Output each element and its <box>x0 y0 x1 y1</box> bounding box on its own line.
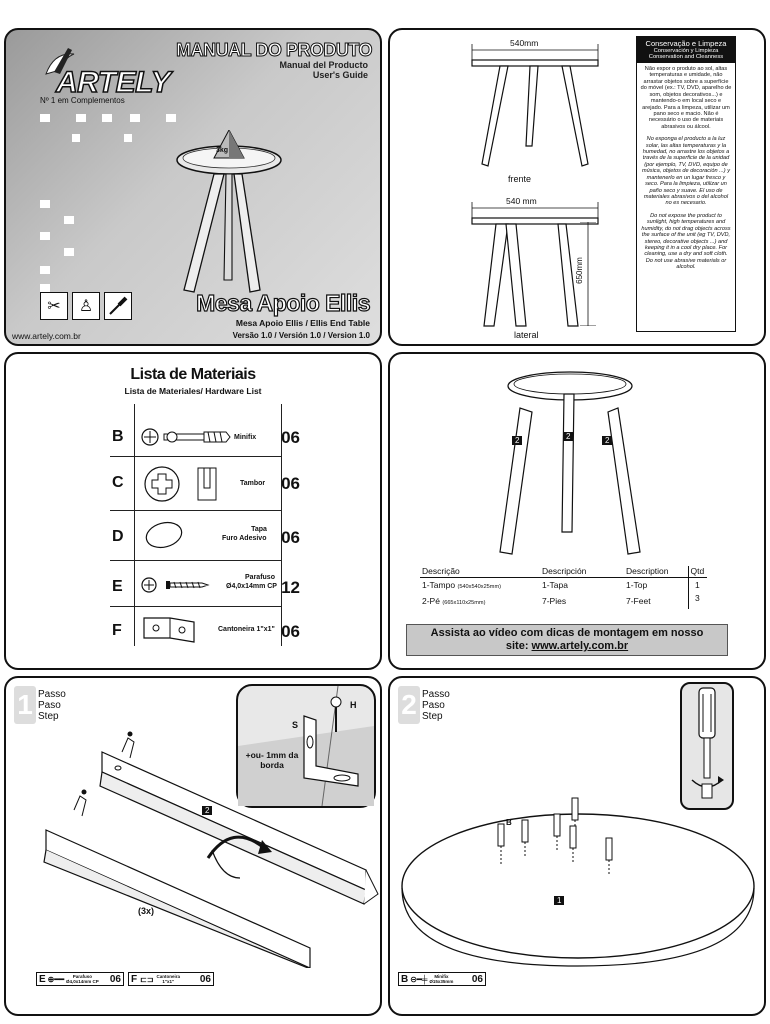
legend-e <box>36 972 124 986</box>
step1-word-pt: Passo <box>38 688 66 700</box>
part-label: 2 <box>202 806 212 815</box>
legend-f-qty: 06 <box>199 973 211 985</box>
part-label-center: 2 <box>563 432 573 441</box>
table-illustration <box>166 130 296 302</box>
weight-label: 3kg <box>216 147 229 154</box>
step1-illustration <box>26 718 382 968</box>
bracket-icon <box>140 612 200 651</box>
hw-qty-d: 06 <box>281 528 300 547</box>
tapa-icon <box>144 520 184 555</box>
front-width: 540mm <box>510 38 539 48</box>
legend-f-text1: Cantoneira <box>156 974 181 979</box>
screw-icon <box>140 576 210 599</box>
row-1-dim: (540x540x25mm) <box>457 584 501 590</box>
care-header <box>637 37 735 63</box>
step2-badge <box>398 686 450 724</box>
hw-letter-c: C <box>112 474 124 491</box>
multiplier: (3x) <box>138 906 155 916</box>
brand-tagline: Nº 1 em Complementos <box>40 96 125 105</box>
side-width: 540 mm <box>506 196 537 206</box>
brand-logo <box>34 44 171 108</box>
header-desc-en: Description <box>624 566 688 578</box>
video-link[interactable]: www.artely.com.br <box>531 640 629 652</box>
legend-b-text2: Ø15x35mm <box>429 979 454 984</box>
hw-qty-c: 06 <box>281 474 300 493</box>
hw-name-e-1: Parafuso <box>245 574 275 581</box>
step1-word-en: Step <box>38 710 59 722</box>
legend-f-text2: 1"x1" <box>162 979 175 984</box>
manual-subtitle-en: User's Guide <box>312 70 368 80</box>
row-1-en: 1-Top <box>626 580 648 590</box>
step2-word-es: Paso <box>422 699 445 711</box>
video-prefix: site: <box>505 640 532 652</box>
row-2-pt: 2-Pé <box>422 595 440 606</box>
screwdriver-icon <box>104 292 132 320</box>
cover-panel <box>4 28 382 346</box>
legend-f <box>128 972 214 986</box>
row-2-es: 7-Pies <box>542 595 567 606</box>
care-subtitle-en: Conservation and Cleanness <box>648 54 724 60</box>
hw-name-e-2: Ø4,0x14mm CP <box>226 583 277 590</box>
screw-label: B <box>506 818 512 827</box>
step2-number: 2 <box>398 686 420 724</box>
header-qty: Qtd <box>688 566 707 578</box>
hw-qty-b: 06 <box>281 428 300 447</box>
step2-word-pt: Passo <box>422 688 450 700</box>
legend-b-text1: Minifix <box>434 974 449 979</box>
hw-name-f: Cantoneira 1"x1" <box>218 626 275 633</box>
website: www.artely.com.br <box>12 331 81 341</box>
hw-letter-b: B <box>112 428 124 445</box>
manual-title: MANUAL DO PRODUTO <box>176 40 372 60</box>
legend-b <box>398 972 486 986</box>
tool-icons <box>40 292 132 320</box>
detail-h-label: H <box>350 700 357 710</box>
legend-b-letter: B <box>401 973 409 985</box>
step2-illustration <box>398 796 758 996</box>
table-row <box>420 591 707 609</box>
manual-subtitle-es: Manual del Producto <box>279 60 368 70</box>
row-1-es: 1-Tapa <box>542 580 568 590</box>
parts-table <box>420 566 707 609</box>
screw-icon: ⊕━━ <box>47 974 65 984</box>
minifix-icon: ⊝━╪ <box>410 974 428 984</box>
bracket-icon: ⊏⊐ <box>140 974 154 984</box>
video-banner <box>406 624 728 656</box>
care-text-pt: Não expor o produto ao sol, altas temperaturas e umidade, não arrastar objetos sobre a superfície do móvel (ex.: TV, DVD, aparelho de som, objetos decorativos...) e mantendo-o em local seco e arejado. Para a limpeza, utilizar um pano seco e macio. Não é necessário o uso de materiais abrasivos ou álcool. <box>640 66 732 130</box>
table-row <box>420 578 707 592</box>
screwdriver-callout <box>680 682 734 810</box>
care-text-en: Do not expose the product to sunlight, high temperatures and humidity, do not drag objects across the surface of the unit (eg TV, DVD, stereo, decorative objects ...) and keeping it in a cool dry place. For cleaning, use a dry and soft cloth. Do not use abrasive materials or alcohol. <box>641 212 731 271</box>
detail-note: +ou- 1mm da borda <box>245 750 299 770</box>
height-label: 650mm <box>574 257 584 284</box>
hw-name-c: Tambor <box>240 480 266 487</box>
legend-f-letter: F <box>131 973 138 985</box>
legend-b-qty: 06 <box>471 973 483 985</box>
hw-name-b: Minifix <box>234 434 257 441</box>
hardware-subtitle: Lista de Materiales/ Hardware List <box>124 386 262 396</box>
hw-name-d-1: Tapa <box>251 526 267 533</box>
dimensions-panel <box>388 28 766 346</box>
side-label: lateral <box>514 330 539 340</box>
detail-s-label: S <box>292 720 299 730</box>
step2-word-en: Step <box>422 710 443 722</box>
row-1-pt: 1-Tampo <box>422 580 456 590</box>
hardware-title: Lista de Materiais <box>130 366 256 383</box>
care-title: Conservação e Limpeza <box>645 39 727 48</box>
hardware-panel <box>4 352 382 670</box>
step1-number: 1 <box>14 686 36 724</box>
hw-letter-d: D <box>112 528 124 545</box>
step1-word-es: Paso <box>38 699 61 711</box>
tambor-icon <box>142 462 222 511</box>
hw-qty-f: 06 <box>281 622 300 641</box>
part-label-right: 2 <box>602 436 612 445</box>
hw-letter-f: F <box>112 622 122 639</box>
version: Versão 1.0 / Versión 1.0 / Version 1.0 <box>232 331 370 340</box>
product-name: Mesa Apoio Ellis <box>196 290 370 316</box>
row-1-qty: 1 <box>688 578 707 592</box>
tools-icon: ✂ <box>40 292 68 320</box>
step2-panel <box>388 676 766 1016</box>
legend-e-qty: 06 <box>109 973 121 985</box>
header-desc-pt: Descrição <box>420 566 540 578</box>
care-subtitle-es: Conservación y Limpieza <box>653 48 719 54</box>
part-label: 1 <box>554 896 564 905</box>
parts-illustration <box>490 364 660 560</box>
care-text-es: No exponga el producto a la luz solar, las altas temperaturas y la humedad, no arrastre los objetos a través de la superficie de la unidad (por ejemplo, TV, DVD, equipo de música, objetos de decoración ...) y mantenerlo en un lugar fresco y seco. Para la limpieza, utilizar un paño seco y suave. El uso de materiales abrasivos o del alcohol no es necesario. <box>642 136 730 207</box>
row-2-dim: (665x110x25mm) <box>442 599 486 606</box>
hw-name-d-2: Furo Adesivo <box>222 535 267 542</box>
care-box <box>636 36 736 332</box>
hw-qty-e: 12 <box>281 578 300 597</box>
legend-e-text1: Parafuso <box>72 974 93 979</box>
product-subtitle: Mesa Apoio Ellis / Ellis End Table <box>235 318 370 328</box>
part-label-left: 2 <box>512 436 522 445</box>
parts-panel <box>388 352 766 670</box>
person-icon: ♙ <box>72 292 100 320</box>
legend-e-letter: E <box>39 973 46 985</box>
height-dimension <box>576 222 600 326</box>
row-2-en: 7-Feet <box>626 595 651 606</box>
brand-name: ARTELY <box>56 66 171 99</box>
front-label: frente <box>508 174 532 184</box>
video-text: Assista ao vídeo com dicas de montagem em nosso <box>430 627 704 639</box>
row-2-qty: 3 <box>688 591 707 609</box>
header-desc-es: Descripción <box>540 566 624 578</box>
hw-letter-e: E <box>112 578 123 595</box>
front-view <box>460 36 610 186</box>
legend-e-text2: Ø4,0x14mm CP <box>66 979 99 984</box>
step1-panel <box>4 676 382 1016</box>
